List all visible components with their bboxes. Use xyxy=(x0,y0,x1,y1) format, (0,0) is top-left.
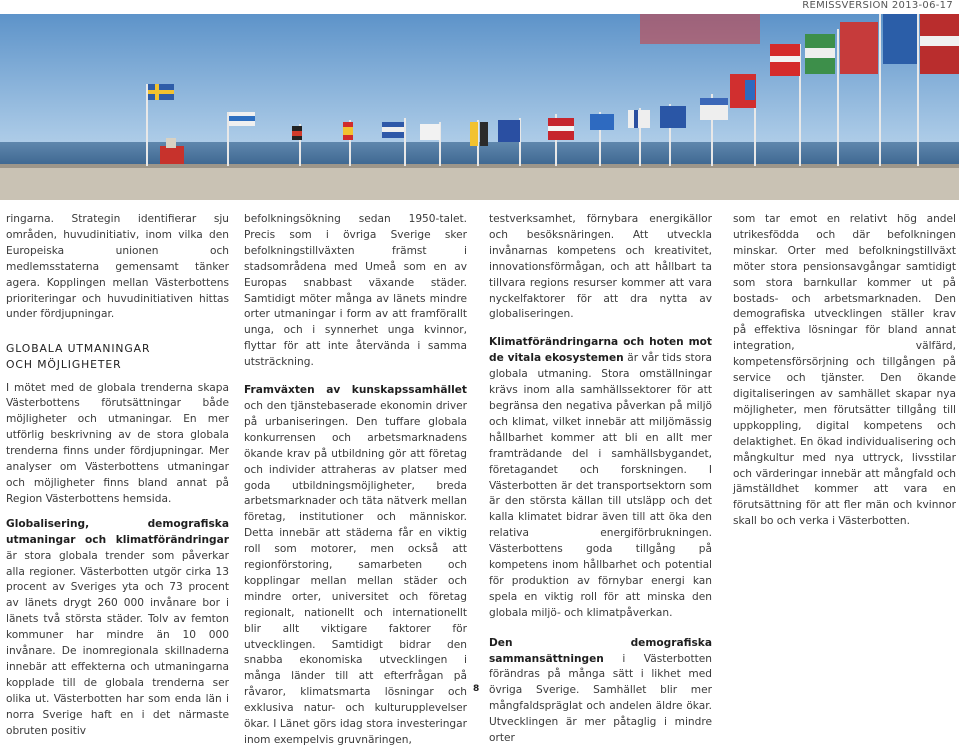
kunskapssamhallet-lead: Framväxten av kunskapssamhället xyxy=(244,384,467,397)
section-heading-line1: GLOBALA UTMANINGAR xyxy=(6,342,151,356)
text-column-2 xyxy=(244,212,467,749)
text-column-1 xyxy=(6,212,229,739)
column1-intro: ringarna. Strategin identifierar sju områden, huvudinitiativ, inom vilka den Europeiska unionen och medlemsstaterna gemensamt tänker agera. Kopplingen mellan Västerbottens prioriteringar och huvudinitiativen hittas under fördjupningar. xyxy=(6,213,229,321)
column2-para1: befolkningsökning sedan 1950-talet. Precis som i övriga Sverige sker befolkningstillväxten främst i stadsområdena med Umeå som en av Europas snabbast växande städer. Samtidigt möter många av länets mindre orter utmaningar i form av att framförallt unga, och i synnerhet unga kvinnor, flyttar för att inte återvända i samma utsträckning. xyxy=(244,213,467,369)
globalisering-lead: Globalisering, demografiska utmaningar och klimatförändringar xyxy=(6,517,229,546)
column1-para2-body: är stora globala trender som påverkar alla regioner. Västerbotten utgör cirka 13 procent av Sveriges yta och 73 procent av länets drygt 260 000 invånare bor i länets två största städer. Tolv av femton kommuner har mindre än 10 000 invånare. De inomregionala skillnaderna innebär att effekterna och utmaningarna kopplade till de globala trenderna ser olika ut. Västerbotten har som enda län i norra Sverige haft en i det närmaste obruten positiv xyxy=(6,549,229,737)
column1-para2 xyxy=(6,517,229,740)
column3-para2-body: är vår tids stora globala utmaning. Stora omställningar krävs inom alla samhällssektorer för att begränsa den negativa påverkan på miljö och klimat, vilket innebär att miljömässig hållbarhet kommer att bli en allt mer framträdande del i samhällsbygandet, företagandet och forskningen. I Västerbotten är det transportsektorn som är den största källan till utsläpp och det kalla klimatet bidrar även till att öka den relativa energiförbrukningen. Västerbottens goda tillgång på kompetens inom hållbarhet och potential för produktion av förnybar energi kan spela en viktig roll för att minska den globala miljö- och klimatpåverkan. xyxy=(489,352,713,619)
column3-para2 xyxy=(489,335,712,621)
flags-harbor-photo xyxy=(0,14,959,200)
flags-photo-svg xyxy=(0,14,959,200)
section-heading xyxy=(6,341,229,372)
text-column-4 xyxy=(733,212,956,530)
column3-para3-body: i Västerbotten förändras på många sätt i likhet med övriga Sverige. Samhället blir mer mångfaldspräglat och andelen äldre ökar. Utvecklingen är mer påtaglig i mindre orter xyxy=(489,652,712,745)
klimat-lead: Klimatförändringarna och hoten mot de vitala ekosystemen xyxy=(489,336,712,365)
column1-para1: I mötet med de globala trenderna skapa Västerbottens förutsättningar både möjligheter och utmaningar. En mer utförlig beskrivning av de stora globala trenderna finns under fördjupningar. Mer analyser om Västerbottens utmaningar och möjligheter finns bland annat på Region Västerbottens hemsida. xyxy=(6,381,229,505)
column2-para2-body: och den tjänstebaserade ekonomin driver på urbaniseringen. Den tuffare globala konkurrensen och arbetsmarknadens ökande krav på utbildning gör att företag och individer attraheras av platser med goda utbildningsmöjligheter, breda arbetsmarknader och täta nätverk mellan företag, institutioner och människor. Detta innebär att städerna får en viktig roll som motorer, men också att regionförstoring, samarbeten och kopplingar mellan mellan städer och mindre orter, universitet och företag regionalt, nationellt och internationellt blir allt viktigare faktorer för utvecklingen. Samtidigt bidrar den snabba ekonomiska utvecklingen i många länder till att efterfrågan på råvaror, klimatsmarta lösningar och exklusiva natur- och kulturupplevelser ökar. I Länet görs idag stora investeringar inom exempelvis gruvnäringen, xyxy=(244,399,467,746)
column3-para1: testverksamhet, förnybara energikällor och besöksnäringen. Att utveckla invånarnas kompetens och kreativitet, innovationsförmågan, och att hållbart ta tillvara regions resurser kommer att vara nyckelfaktorer för att dra nytta av globaliseringen. xyxy=(489,213,712,321)
text-column-3 xyxy=(489,212,712,747)
demografi-lead: Den demografiska sammansättningen xyxy=(489,636,712,665)
version-header: REMISSVERSION 2013-06-17 xyxy=(802,0,953,11)
page-number: 8 xyxy=(473,684,480,694)
column4-para1: som tar emot en relativt hög andel utrikesfödda och där befolkningen minskar. Orter med befolkningstillväxt möter stora pensionsavgångar samtidigt som stora barnkullar kommer ut på bostads- och arbetsmarknaden. Den demografiska utvecklingen ställer krav på effektiva lösningar för bland annat integration, välfärd, kompetensförsörjning och tillgången på service och tjänster. Den ökande digitaliseringen av samhället skapar nya möjligheter, men förutsätter tillgång till uppkoppling, digital kompetens och delaktighet. En ökad individualisering och mångkultur med nya uttryck, livsstilar och värderingar innebär att mångfald och jämställdhet kommer att vara en förutsättning för att fler män och kvinnor skall bo och verka i Västerbotten. xyxy=(733,213,956,528)
column3-para3 xyxy=(489,636,712,747)
column2-para2 xyxy=(244,383,467,749)
section-heading-line2: OCH MÖJLIGHETER xyxy=(6,357,122,371)
